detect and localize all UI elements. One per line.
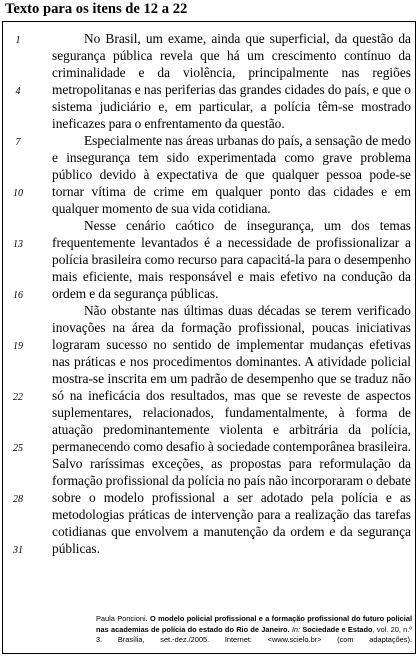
paragraph: Especialmente nas áreas urbanas do país, a sensação de medo e insegurança tem sido experimentada como grave problema público devido à expectativa de que qualquer pessoa pode-se tornar vítima de crime em qualquer ponto das cidades e em qualquer momento de sua vida cotidiana. [52,133,411,216]
paragraph: Nesse cenário caótico de insegurança, um dos temas frequentemente levantados é a necessidade de profissionalizar a polícia brasileira como recurso para capacitá-la para o desempenho mais eficiente, mais responsável e mais efetivo na condução da ordem e da segurança públicas. [52,218,411,301]
line-number: 1 [15,35,21,46]
source-journal: Sociedade e Estado [302,624,373,634]
line-number: 28 [13,494,23,505]
line-number: 22 [13,392,23,403]
line-number: 13 [13,239,23,250]
line-number: 4 [15,86,21,97]
source-in-label: In: [291,624,301,634]
paragraph: No Brasil, um exame, ainda que superficial, da questão da segurança pública revela que há um crescimento contínuo da criminalidade e da violência, principalmente nas regiões metropolitanas e nas periferias das grandes cidades do país, e que o sistema judiciário e, em particular, a polícia têm-se mostrado ineficazes para o enfrentamento da questão. [52,31,411,131]
passage-text [52,30,411,557]
source-citation [96,614,412,646]
line-number: 31 [13,545,23,556]
line-number: 10 [13,188,23,199]
source-work-title: O modelo policial profissional e a formação profissional do futuro policial nas academias de polícia do estado do Rio de Janeiro. [96,614,412,634]
source-author: Paula Poncioni. [96,614,148,623]
section-header: Texto para os itens de 12 a 22 [5,1,188,17]
line-number: 16 [13,290,23,301]
line-number: 25 [13,443,23,454]
line-number: 19 [13,341,23,352]
source-details: , vol. 20, n.º 3. Brasília, set.-dez./2005. Internet: <www.scielo.br> (com adaptações). [96,624,413,644]
line-number: 7 [15,137,21,148]
paragraph: Não obstante nas últimas duas décadas se terem verificado inovações na área da formação profissional, poucas iniciativas lograram sucesso no sentido de implementar mudanças efetivas nas práticas e nos procedimentos dominantes. A atividade policial mostra-se inscrita em um padrão de desempenho que se traduz não só na ineficácia dos resultados, mas que se reveste de aspectos suplementares, relacionados, fundamentalmente, à forma de atuação predominantemente violenta e arbitrária da polícia, permanecendo como desafio à sociedade contemporânea brasileira. Salvo raríssimas exceções, as propostas para reformulação da formação profissional da polícia no país não incorporaram o debate sobre o modelo profissional a ser adotado pela polícia e as metodologias práticas de intervenção para a realização das tarefas cotidianas que envolvem a manutenção da ordem e da segurança públicas. [52,303,411,556]
